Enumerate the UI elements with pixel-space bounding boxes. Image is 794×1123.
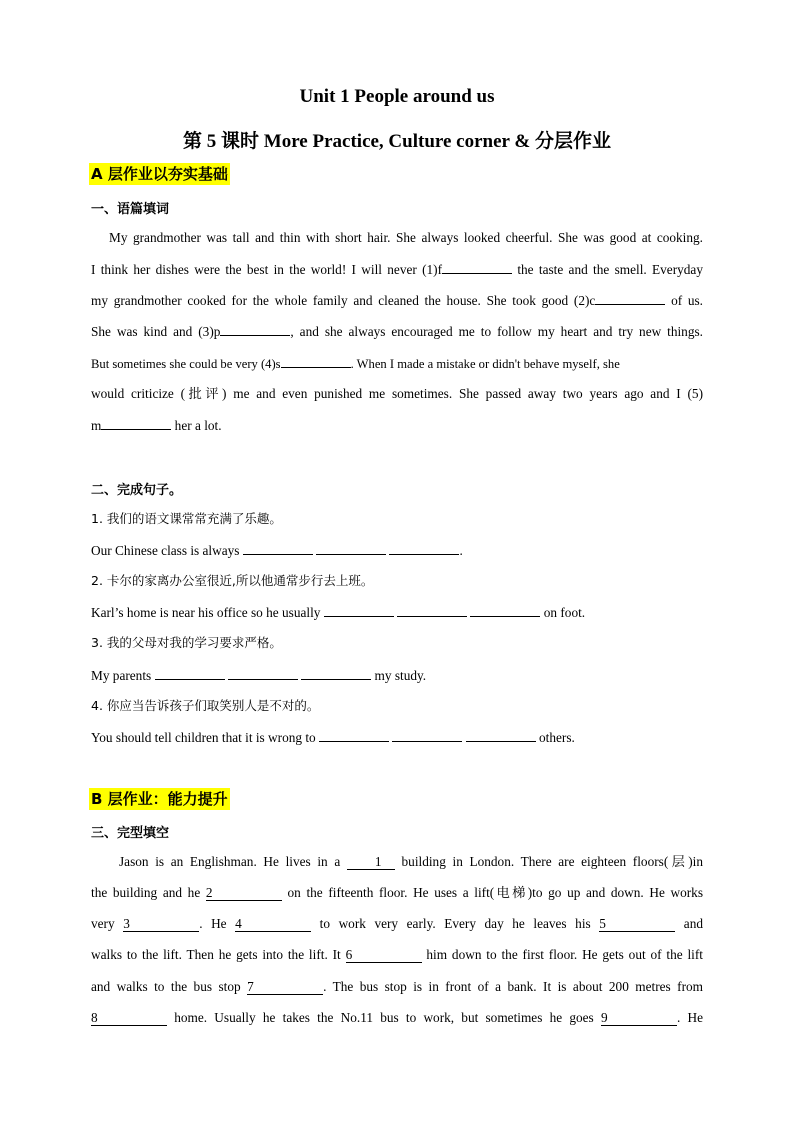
cloze-text: walks to the lift. Then he gets into the lift. It (91, 947, 346, 962)
level-b-label: B 层作业：能力提升 (91, 790, 228, 808)
passage-text: my grandmother cooked for the whole family and cleaned the house. She took good (2)c (91, 293, 596, 308)
cloze-line-3 (91, 914, 703, 934)
cloze-text: and walks to the bus stop (91, 979, 248, 994)
passage-text: I think her dishes were the best in the world! I will never (1)f (91, 262, 443, 277)
cloze-text: on the fifteenth floor. He uses a lift(电梯)to go up and down. He works (281, 885, 703, 900)
answer-blank[interactable] (155, 665, 225, 680)
answer-blank[interactable] (316, 540, 386, 555)
answer-blank-2[interactable] (595, 290, 665, 305)
page-subtitle: 第 5 课时 More Practice, Culture corner & 分层作业 (183, 131, 611, 152)
sentence-2-english (91, 602, 703, 623)
cloze-blank-2[interactable]: 2 (206, 886, 282, 901)
cloze-text: very (91, 916, 124, 931)
cloze-blank-3[interactable]: 3 (123, 917, 199, 932)
cloze-blank-6[interactable]: 6 (346, 948, 422, 963)
cloze-blank-7[interactable]: 7 (247, 980, 323, 995)
sentence-text: Karl’s home is near his office so he usually (91, 605, 324, 620)
cloze-text: him down to the first floor. He gets out of the lift (421, 947, 703, 962)
sentence-4-english (91, 727, 703, 748)
sentence-text: others. (535, 730, 575, 745)
cloze-text: . He (199, 916, 236, 931)
passage-line-6: would criticize (批评) me and even punished me sometimes. She passed away two years ago and I (5) (91, 386, 703, 401)
passage-text: . When I made a mistake or didn't behave myself, she (350, 357, 620, 371)
cloze-text: the building and he (91, 885, 206, 900)
sentence-3-english (91, 665, 703, 686)
answer-blank-4[interactable] (281, 353, 351, 368)
passage-line-3 (91, 290, 703, 311)
sentence-3-chinese: 3. 我的父母对我的学习要求严格。 (91, 635, 282, 650)
passage-text: But sometimes she could be very (4)s (91, 357, 281, 371)
sentence-1-english (91, 540, 703, 561)
cloze-line-6 (91, 1008, 703, 1028)
section3-heading: 三、完型填空 (91, 826, 170, 841)
cloze-text: to work very early. Every day he leaves his (311, 916, 600, 931)
cloze-blank-9[interactable]: 9 (601, 1011, 677, 1026)
answer-blank[interactable] (301, 665, 371, 680)
answer-blank-3[interactable] (220, 321, 290, 336)
cloze-text: home. Usually he takes the No.11 bus to work, but sometimes he goes (167, 1010, 601, 1025)
passage-text: the taste and the smell. Everyday (512, 262, 703, 277)
sentence-text: my study. (371, 668, 427, 683)
passage-line-4 (91, 321, 703, 342)
cloze-line-2 (91, 883, 703, 903)
sentence-text: . (459, 543, 463, 558)
passage-text: of us. (665, 293, 704, 308)
passage-text: , and she always encouraged me to follow my heart and try new things. (290, 324, 703, 339)
answer-blank[interactable] (397, 602, 467, 617)
passage-line-2 (91, 259, 703, 280)
sentence-2-chinese: 2. 卡尔的家离办公室很近,所以他通常步行去上班。 (91, 573, 374, 588)
cloze-blank-5[interactable]: 5 (599, 917, 675, 932)
answer-blank[interactable] (389, 540, 459, 555)
answer-blank[interactable] (228, 665, 298, 680)
sentence-text: on foot. (540, 605, 586, 620)
passage-line-5 (91, 353, 703, 374)
cloze-text: Jason is an Englishman. He lives in a (119, 854, 347, 869)
sentence-text: You should tell children that it is wrong to (91, 730, 320, 745)
sentence-text: Our Chinese class is always (91, 543, 243, 558)
level-a-label: A 层作业以夯实基础 (91, 165, 228, 183)
cloze-text: . The bus stop is in front of a bank. It is about 200 metres from (323, 979, 704, 994)
answer-blank[interactable] (319, 727, 389, 742)
cloze-blank-1[interactable]: 1 (347, 855, 395, 870)
cloze-text: and (675, 916, 704, 931)
answer-blank-1[interactable] (442, 259, 512, 274)
page-title: Unit 1 People around us (299, 86, 495, 107)
answer-blank[interactable] (470, 602, 540, 617)
passage-line-1: My grandmother was tall and thin with short hair. She always looked cheerful. She was good at cooking. (109, 230, 703, 245)
passage-text: her a lot. (171, 418, 222, 433)
section2-heading: 二、完成句子。 (91, 483, 183, 498)
cloze-text: . He (676, 1010, 703, 1025)
cloze-blank-4[interactable]: 4 (235, 917, 311, 932)
sentence-1-chinese: 1. 我们的语文课常常充满了乐趣。 (91, 511, 282, 526)
passage-line-7 (91, 415, 703, 436)
cloze-text: building in London. There are eighteen floors(层)in (394, 854, 703, 869)
cloze-line-5 (91, 977, 703, 997)
section1-heading: 一、语篇填词 (91, 202, 170, 217)
passage-text: She was kind and (3)p (91, 324, 221, 339)
passage-text: m (91, 418, 102, 433)
answer-blank[interactable] (324, 602, 394, 617)
answer-blank-5[interactable] (101, 415, 171, 430)
sentence-4-chinese: 4. 你应当告诉孩子们取笑别人是不对的。 (91, 698, 320, 713)
answer-blank[interactable] (392, 727, 462, 742)
cloze-line-4 (91, 945, 703, 965)
cloze-blank-8[interactable]: 8 (91, 1011, 167, 1026)
cloze-line-1 (91, 852, 703, 872)
answer-blank[interactable] (243, 540, 313, 555)
answer-blank[interactable] (466, 727, 536, 742)
sentence-text: My parents (91, 668, 155, 683)
